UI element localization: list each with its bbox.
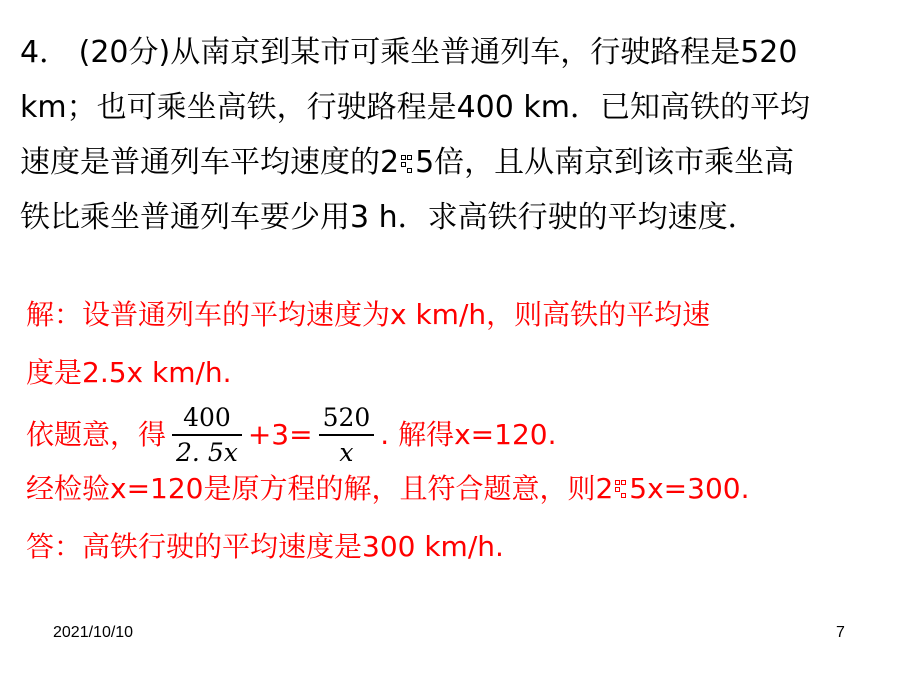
fraction-numerator: 400 <box>183 402 231 432</box>
solution-line-1: 解：设普通列车的平均速度为x km/h，则高铁的平均速 <box>26 298 711 331</box>
fraction-denominator: x <box>339 437 354 467</box>
equation-line <box>26 400 886 470</box>
problem-line-3-part-a: 速度是普通列车平均速度的2 <box>20 145 400 180</box>
solution-block <box>26 300 886 590</box>
problem-line-3 <box>20 145 880 180</box>
fraction-numerator: 520 <box>322 402 371 432</box>
equation-middle: +3= <box>247 418 313 451</box>
footer-date: 2021/10/10 <box>53 624 134 641</box>
fraction-denominator: 2. 5x <box>176 437 238 467</box>
problem-line-4: 铁比乘坐普通列车要少用3 h．求高铁行驶的平均速度． <box>20 200 758 235</box>
solution-line-4-part-a: 经检验x=120是原方程的解，且符合题意，则2 <box>26 472 614 505</box>
missing-glyph-icon <box>400 153 414 175</box>
problem-line-2: km；也可乘坐高铁，行驶路程是400 km．已知高铁的平均 <box>20 90 810 125</box>
problem-line-1: 4． (20分)从南京到某市可乘坐普通列车，行驶路程是520 <box>20 35 798 70</box>
page-number: 7 <box>836 624 845 641</box>
solution-line-5: 答：高铁行驶的平均速度是300 km/h. <box>26 530 504 563</box>
solution-line-2: 度是2.5x km/h. <box>26 356 232 389</box>
fraction-520-over-x <box>319 404 375 467</box>
problem-line-3-part-b: 5倍，且从南京到该市乘坐高 <box>415 145 795 180</box>
equation-prefix: 依题意，得 <box>26 418 167 451</box>
fraction-400-over-2-5x <box>172 404 242 467</box>
solution-line-4 <box>26 474 886 504</box>
solution-line-4-part-b: 5x=300. <box>629 472 750 505</box>
equation-suffix: . 解得x=120. <box>380 418 557 451</box>
missing-glyph-icon <box>614 478 628 500</box>
problem-statement <box>20 35 880 258</box>
